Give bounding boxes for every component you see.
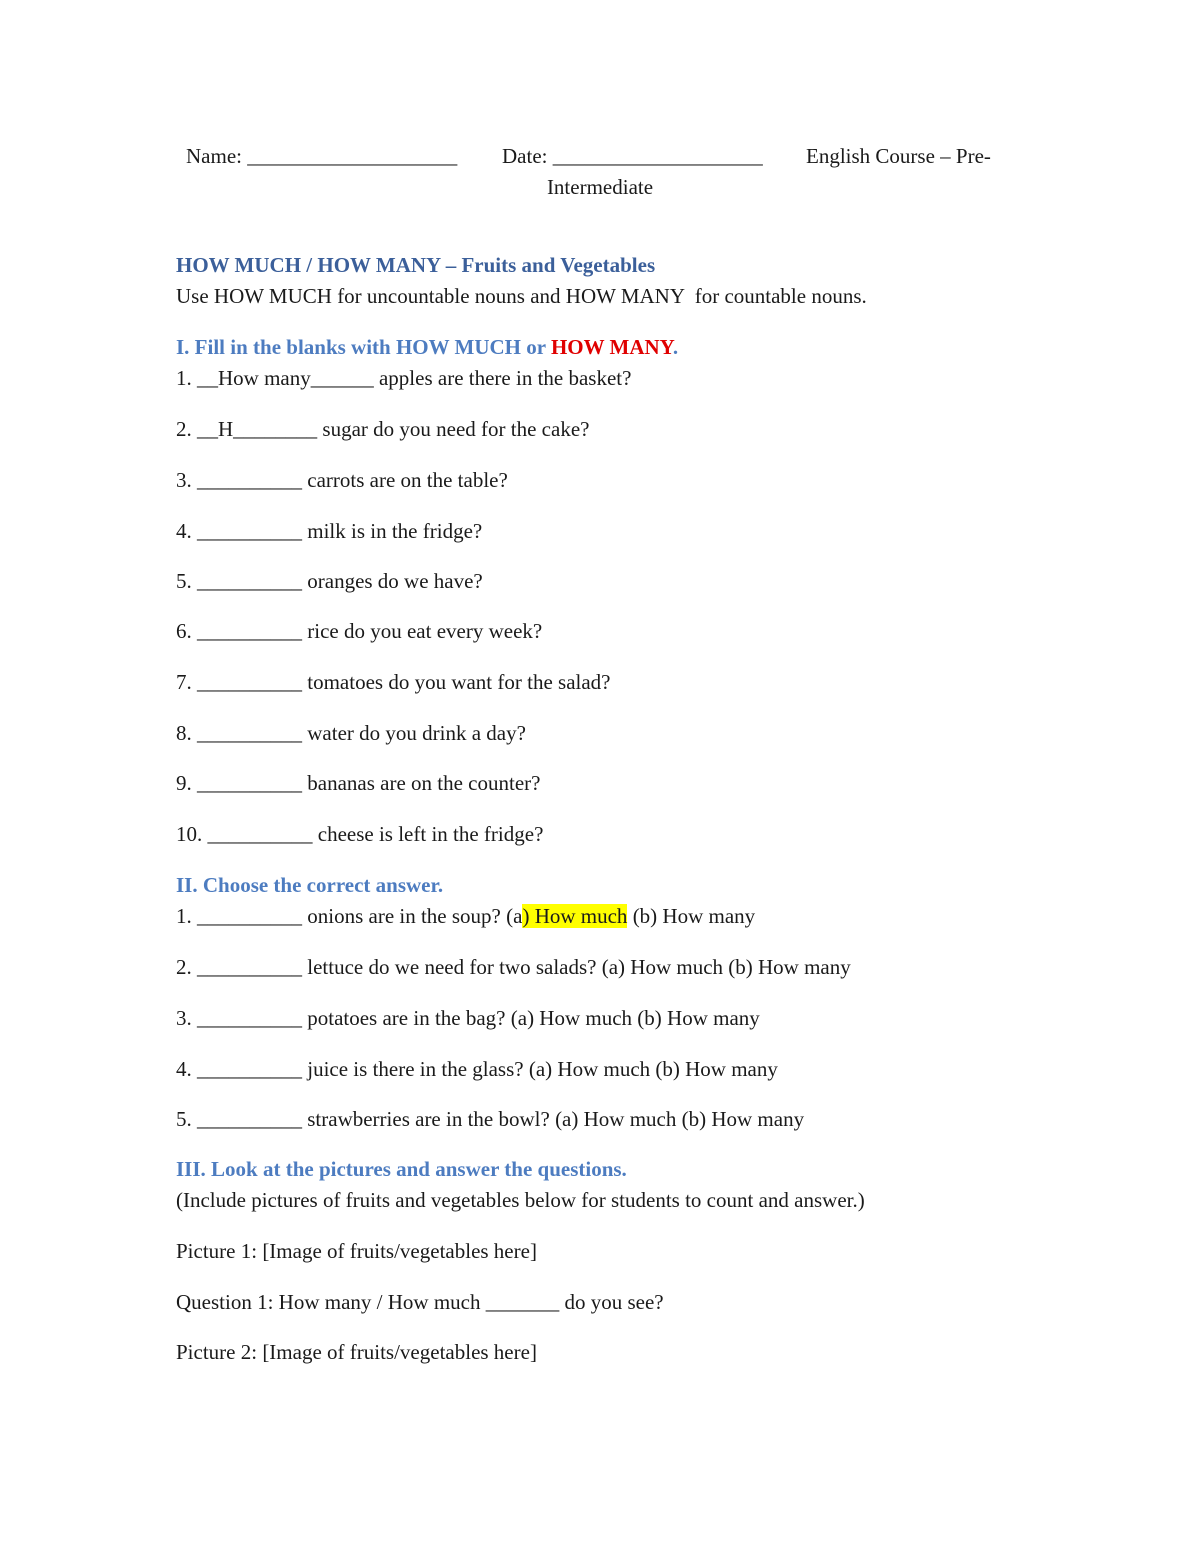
section1-item: 7. __________ tomatoes do you want for the salad? — [176, 670, 611, 694]
section1-item: 9. __________ bananas are on the counter? — [176, 771, 541, 795]
section1-heading — [176, 334, 678, 360]
section1-heading-prefix: I. Fill in the blanks with HOW MUCH or — [176, 335, 551, 359]
name-field-label: Name: ____________________ — [186, 144, 458, 168]
highlighted-answer: ) How much — [522, 904, 628, 928]
section1-item: 5. __________ oranges do we have? — [176, 569, 483, 593]
section2-item: 4. __________ juice is there in the glass? (a) How much (b) How many — [176, 1057, 778, 1081]
section3-heading: III. Look at the pictures and answer the questions. — [176, 1157, 627, 1181]
date-field-label: Date: ____________________ — [502, 144, 763, 168]
section1-item: 2. __H________ sugar do you need for the cake? — [176, 417, 590, 441]
picture-1-placeholder: Picture 1: [Image of fruits/vegetables here] — [176, 1239, 537, 1263]
section2-item1-text: 1. __________ onions are in the soup? (a — [176, 904, 523, 928]
section1-item: 1. __How many______ apples are there in the basket? — [176, 366, 632, 390]
section1-item: 3. __________ carrots are on the table? — [176, 468, 508, 492]
course-label: English Course – Pre- — [806, 144, 991, 168]
question-1: Question 1: How many / How much _______ do you see? — [176, 1290, 664, 1314]
section2-item — [176, 903, 755, 929]
section2-heading: II. Choose the correct answer. — [176, 873, 444, 897]
section2-item: 3. __________ potatoes are in the bag? (a) How much (b) How many — [176, 1006, 760, 1030]
section1-heading-red: HOW MANY — [550, 335, 673, 359]
section2-item: 5. __________ strawberries are in the bowl? (a) How much (b) How many — [176, 1107, 805, 1131]
intro-text: Use HOW MUCH for uncountable nouns and HOW MANY for countable nouns. — [176, 284, 867, 308]
section1-item: 10. __________ cheese is left in the fridge? — [176, 822, 544, 846]
section1-item: 8. __________ water do you drink a day? — [176, 721, 526, 745]
section2-item: 2. __________ lettuce do we need for two salads? (a) How much (b) How many — [176, 955, 851, 979]
picture-2-placeholder: Picture 2: [Image of fruits/vegetables here] — [176, 1340, 537, 1364]
section1-item: 4. __________ milk is in the fridge? — [176, 519, 483, 543]
section1-item: 6. __________ rice do you eat every week? — [176, 619, 543, 643]
section1-heading-suffix: . — [672, 335, 679, 359]
page-title: HOW MUCH / HOW MANY – Fruits and Vegetables — [176, 253, 656, 277]
course-level: Intermediate — [546, 175, 654, 199]
section3-note: (Include pictures of fruits and vegetables below for students to count and answer.) — [176, 1188, 865, 1212]
section2-item1-option-b: (b) How many — [627, 904, 756, 928]
